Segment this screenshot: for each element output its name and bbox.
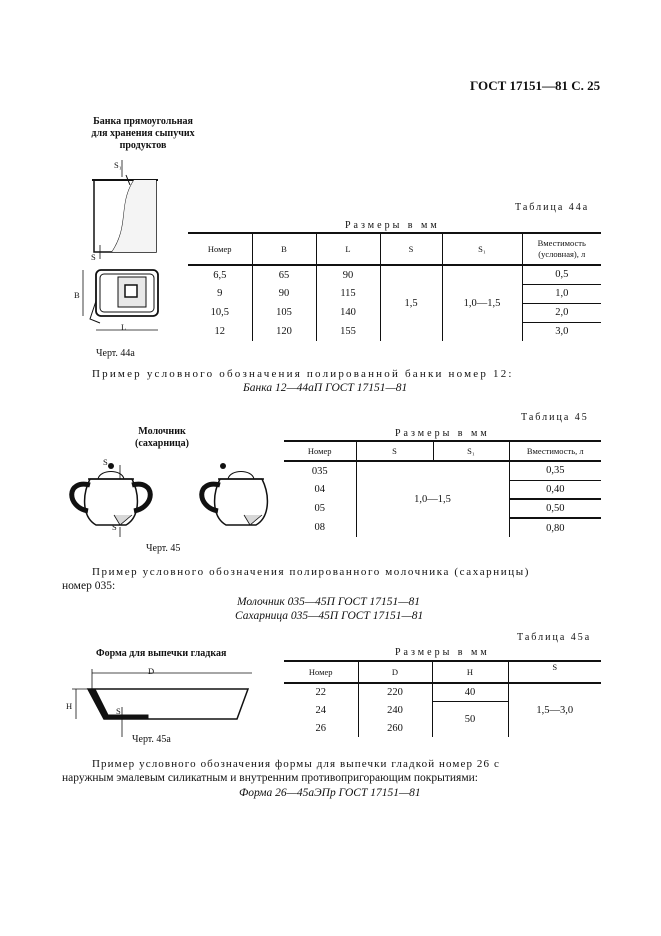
cell-capacity: 0,80 [546, 522, 565, 534]
cell-s-s1-merged: 1,0—1,5 [356, 461, 509, 537]
figure-45-title-line1: Молочник [138, 426, 186, 437]
dim-s1-44a: S₁ [114, 160, 122, 170]
example-45-designation2: Сахарница 035—45П ГОСТ 17151—81 [235, 610, 424, 622]
table-45-sizes-label: Размеры в мм [395, 428, 490, 439]
example-45a-text-line1: Пример условного обозначения формы для выпечки гладкой номер 26 с [92, 758, 500, 770]
cell-h: 40 [432, 683, 508, 701]
table-row [188, 265, 601, 284]
cell-capacity: 0,50 [509, 499, 601, 518]
cell-l: 115 [316, 284, 380, 303]
cell-number: 26 [284, 719, 358, 737]
table-45-label: Таблица 45 [521, 412, 589, 423]
cell-d: 240 [358, 701, 432, 719]
cell-b: 90 [252, 284, 316, 303]
cell-number: 04 [284, 480, 356, 499]
cell-number: 12 [188, 322, 252, 341]
table-44a-label: Таблица 44а [515, 202, 590, 213]
dim-s-45: S [112, 522, 117, 532]
cell-capacity: 0,35 [509, 461, 601, 480]
figure-45-title-line2: (сахарница) [135, 438, 189, 449]
cell-number: 10,5 [188, 303, 252, 322]
col-s1: S₁ [442, 233, 522, 265]
figure-45a-title: Форма для выпечки гладкая [96, 648, 227, 659]
cell-number: 05 [284, 499, 356, 518]
col-capacity-line2: (условная), л [538, 249, 586, 259]
col-s: S [380, 233, 442, 265]
cell-l: 140 [316, 303, 380, 322]
dim-s-44a: S [91, 252, 96, 262]
table-45a-label: Таблица 45а [517, 632, 592, 643]
cell-b: 65 [252, 265, 316, 284]
table-row [284, 683, 601, 701]
dim-h-45a: H [66, 701, 73, 711]
table-45a [284, 660, 601, 737]
dim-d-45a: D [148, 666, 155, 676]
cell-number: 035 [284, 461, 356, 480]
table-row [284, 461, 601, 480]
example-45-designation1: Молочник 035—45П ГОСТ 17151—81 [237, 596, 420, 608]
figure-44a-caption: Черт. 44а [96, 348, 135, 359]
dim-b-44a: B [74, 290, 80, 300]
example-44a-designation: Банка 12—44аП ГОСТ 17151—81 [243, 382, 408, 394]
figure-44a-title-line2: для хранения сыпучих [91, 128, 195, 139]
col-l: L [316, 233, 380, 265]
cell-number: 08 [284, 518, 356, 537]
col-s: S [356, 441, 433, 461]
example-45a-designation: Форма 26—45аЭПр ГОСТ 17151—81 [239, 787, 421, 799]
table-44a [188, 232, 601, 341]
cell-s-merged: 1,5—3,0 [536, 705, 574, 716]
cell-number: 6,5 [188, 265, 252, 284]
col-h: H [432, 661, 508, 683]
col-s1: S₁ [433, 441, 509, 461]
example-44a-text: Пример условного обозначения полированной банки номер 12: [92, 368, 514, 380]
cell-d: 220 [358, 683, 432, 701]
example-45-text-line2: номер 035: [62, 580, 116, 592]
figure-45-drawing [60, 455, 275, 540]
cell-capacity: 1,0 [522, 284, 601, 303]
dim-l-44a: L [121, 322, 127, 332]
cell-capacity: 0,5 [522, 265, 601, 284]
cell-capacity: 3,0 [555, 326, 569, 338]
col-capacity: Вместимость, л [526, 446, 584, 456]
figure-44a-title-line3: продуктов [119, 140, 167, 151]
example-45-text-line1: Пример условного обозначения полированного молочника (сахарницы) [92, 566, 530, 578]
page-header: ГОСТ 17151—81 С. 25 [470, 78, 601, 93]
table-45a-sizes-label: Размеры в мм [395, 647, 490, 658]
cell-b: 120 [252, 322, 316, 341]
dim-s1-45: S₁ [103, 457, 111, 467]
col-s: S [552, 662, 558, 672]
cell-h-merged: 50 [432, 701, 508, 737]
table-45 [284, 440, 601, 537]
cell-b: 105 [252, 303, 316, 322]
dim-s-45a: S [116, 706, 121, 716]
cell-d: 260 [358, 719, 432, 737]
cell-l: 155 [316, 322, 380, 341]
table-44a-sizes-label: Размеры в мм [345, 220, 440, 231]
col-capacity-line1: Вместимость [537, 238, 586, 248]
cell-capacity: 0,40 [509, 480, 601, 499]
col-number: Номер [284, 441, 356, 461]
cell-number: 9 [188, 284, 252, 303]
figure-45a-caption: Черт. 45а [132, 734, 171, 745]
figure-44a-title [88, 116, 198, 152]
figure-45-title [122, 426, 202, 450]
cell-number: 24 [284, 701, 358, 719]
col-number: Номер [188, 233, 252, 265]
example-45a-text-line2: наружным эмалевым силикатным и внутренним противопригорающим покрытиями: [62, 772, 478, 784]
cell-s-merged: 1,5 [380, 265, 442, 341]
col-capacity [522, 233, 601, 265]
cell-capacity: 2,0 [522, 303, 601, 322]
cell-l: 90 [316, 265, 380, 284]
figure-45-caption: Черт. 45 [146, 543, 181, 554]
col-number: Номер [284, 661, 358, 683]
col-d: D [358, 661, 432, 683]
figure-44a-title-line1: Банка прямоугольная [93, 116, 193, 127]
cell-s1-merged: 1,0—1,5 [442, 265, 522, 341]
cell-number: 22 [284, 683, 358, 701]
figure-45a-drawing [62, 665, 262, 745]
col-b: B [252, 233, 316, 265]
